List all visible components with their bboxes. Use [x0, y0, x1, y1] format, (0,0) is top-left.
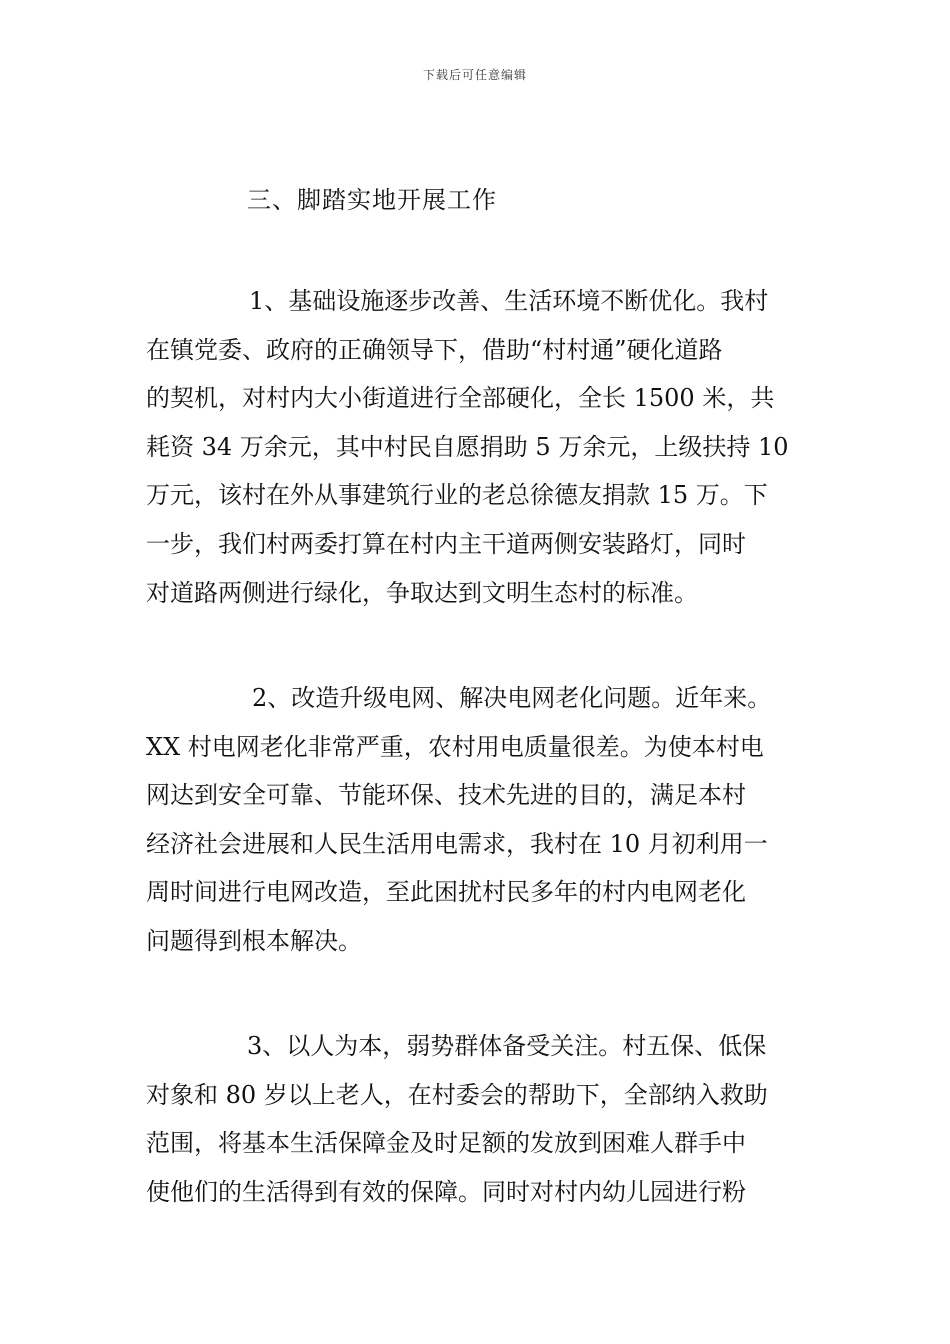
paragraph-line: 耗资 34 万余元，其中村民自愿捐助 5 万余元，上级扶持 10 — [146, 432, 789, 461]
paragraph-line: 万元，该村在外从事建筑行业的老总徐德友捐款 15 万。下 — [146, 481, 768, 510]
paragraph-line: 对象和 80 岁以上老人，在村委会的帮助下，全部纳入救助 — [146, 1080, 768, 1109]
paragraph-line: 问题得到根本解决。 — [146, 926, 362, 955]
paragraph-line: 使他们的生活得到有效的保障。同时对村内幼儿园进行粉 — [146, 1177, 746, 1206]
paragraph-line: 范围，将基本生活保障金及时足额的发放到困难人群手中 — [146, 1129, 746, 1158]
paragraph-vulnerable-groups — [146, 1022, 810, 1216]
paragraph-line: 3、以人为本，弱势群体备受关注。村五保、低保 — [247, 1032, 767, 1060]
paragraph-infrastructure — [146, 277, 810, 617]
paragraph-line: 在镇党委、政府的正确领导下，借助“村村通”硬化道路 — [146, 335, 723, 364]
paragraph-line: 周时间进行电网改造，至此困扰村民多年的村内电网老化 — [146, 878, 746, 907]
paragraph-line: 1、基础设施逐步改善、生活环境不断优化。我村 — [249, 287, 769, 315]
paragraph-line: 一步，我们村两委打算在村内主干道两侧安装路灯，同时 — [146, 529, 746, 558]
paragraph-line: 对道路两侧进行绿化，争取达到文明生态村的标准。 — [146, 578, 698, 607]
paragraph-line: 网达到安全可靠、节能环保、技术先进的目的，满足本村 — [146, 781, 746, 810]
paragraph-line: XX 村电网老化非常严重，农村用电质量很差。为使本村电 — [146, 732, 764, 761]
section-heading: 三、脚踏实地开展工作 — [247, 186, 497, 214]
paragraph-line: 2、改造升级电网、解决电网老化问题。近年来。 — [252, 684, 772, 712]
paragraph-power-grid — [146, 674, 810, 966]
paragraph-line: 的契机，对村内大小街道进行全部硬化，全长 1500 米，共 — [146, 384, 775, 413]
paragraph-line: 经济社会进展和人民生活用电需求，我村在 10 月初利用一 — [146, 829, 768, 858]
page-header: 下载后可任意编辑 — [422, 68, 527, 82]
